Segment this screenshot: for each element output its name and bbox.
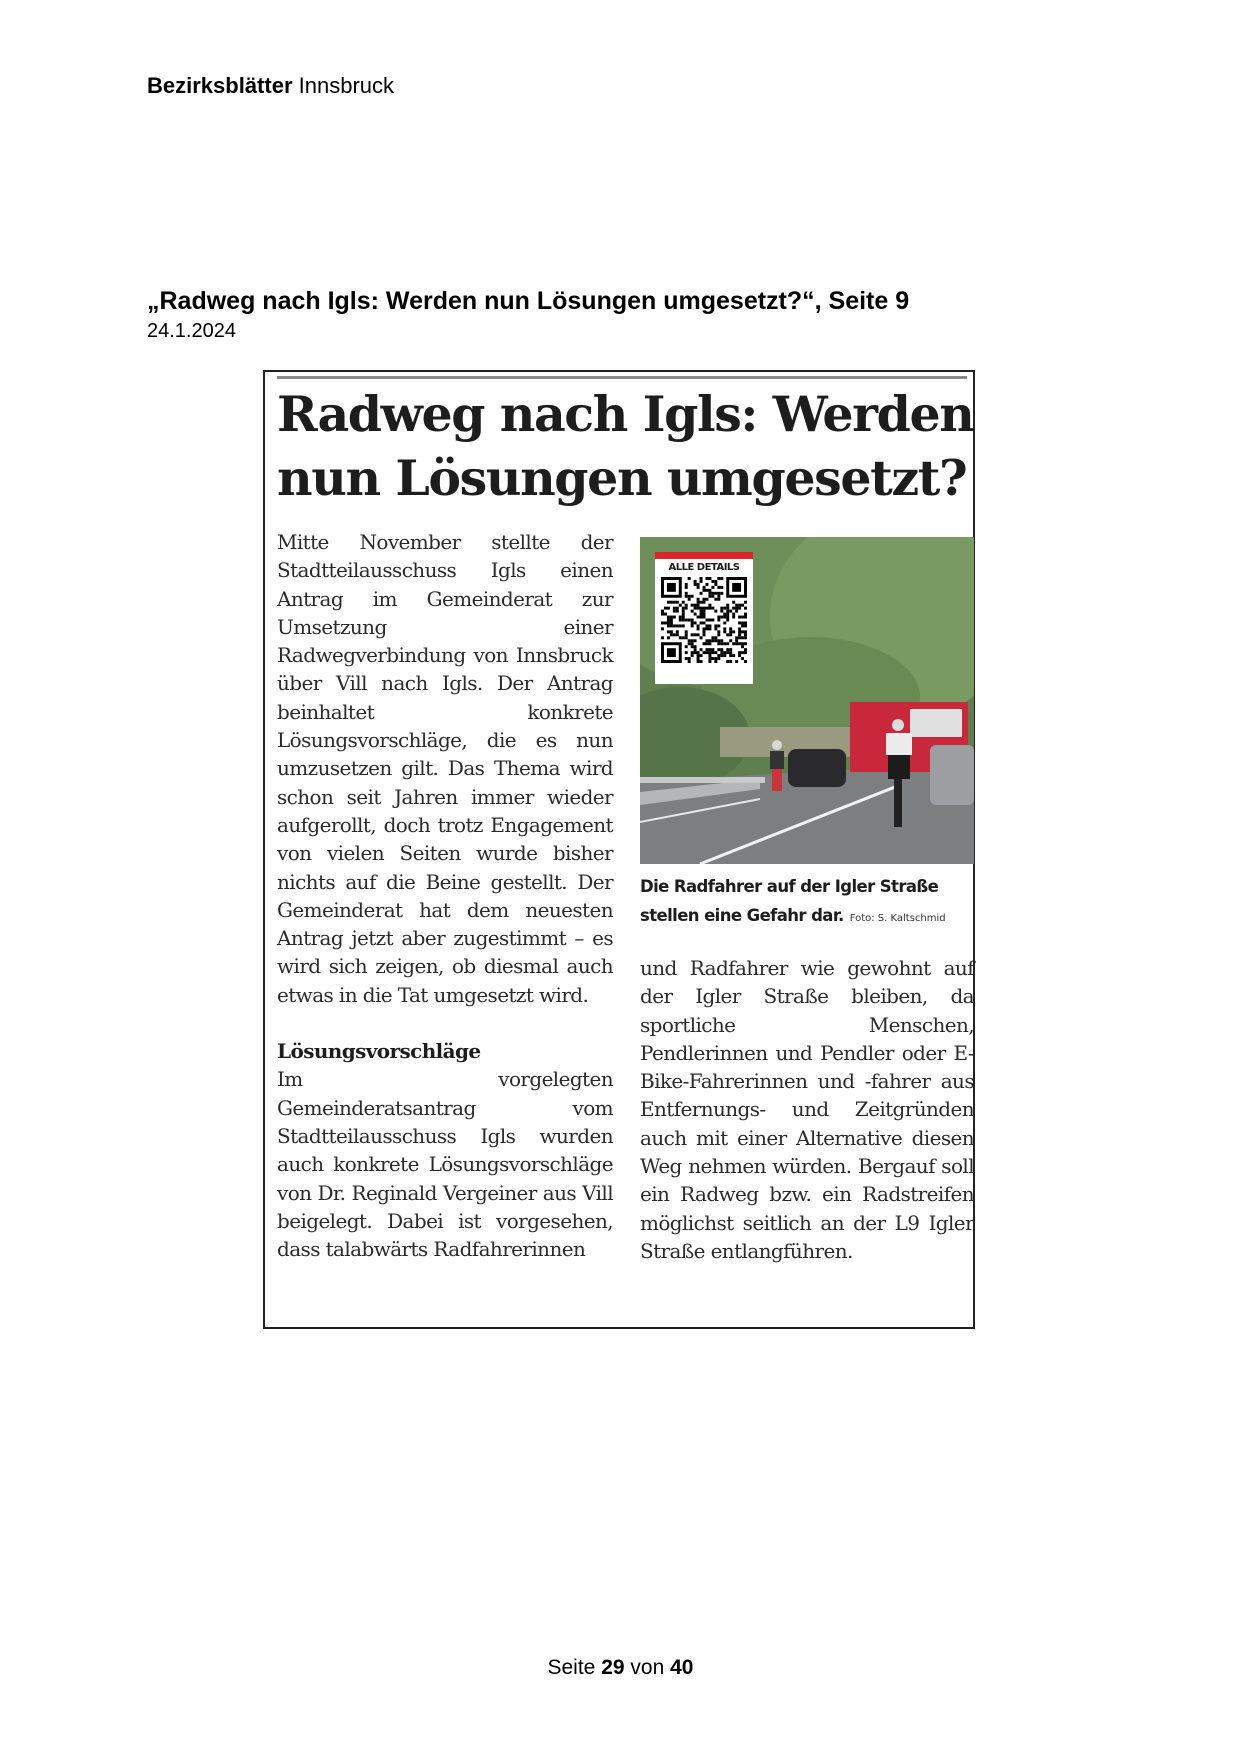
footer-separator: von (630, 1656, 665, 1679)
body-paragraph-right: und Radfahrer wie gewohnt auf der Igler Straße bleiben, da sportliche Menschen, Pendlerinnen und Pendler oder E-Bike-Fahrerinnen und -fahrer aus Entfernungs- und Zeitgründen auch mit einer Alternative diesen Weg nehmen würden. Bergauf soll ein Radweg bzw. ein Radstreifen möglichst seitlich an der L9 Igler Straße entlangführen. (640, 956, 974, 1263)
article-headline: Radweg nach Igls: Werden nun Lösungen umgesetzt? (277, 385, 974, 507)
photo-credit: Foto: S. Kaltschmid (849, 913, 946, 924)
body-paragraph-left: Im vorgelegten Gemeinderatsantrag vom Stadtteilausschuss Igls wurden auch konkrete Lösungsvorschläge von Dr. Reginald Vergeiner aus Vill beigelegt. Dabei ist vorgesehen, dass talabwärts Radfahrerinnen (277, 1067, 613, 1262)
publication-header (147, 73, 394, 99)
black-car (788, 749, 846, 787)
total-pages: 40 (670, 1656, 694, 1679)
left-column (277, 528, 613, 1263)
article-photo (640, 537, 974, 864)
reference-date: 24.1.2024 (147, 320, 236, 342)
qr-accent-bar (655, 552, 753, 559)
reference-title: „Radweg nach Igls: Werden nun Lösungen umgesetzt?“, Seite 9 (147, 287, 910, 315)
qr-label: ALLE DETAILS (668, 562, 740, 573)
caption-text: Die Radfahrer auf der Igler Straße stellen eine Gefahr dar. (640, 877, 939, 925)
page-footer (0, 1656, 1241, 1680)
current-page: 29 (601, 1656, 625, 1679)
top-rule (277, 376, 967, 379)
subheading: Lösungsvorschläge (277, 1039, 481, 1064)
publication-region: Innsbruck (298, 73, 395, 98)
intro-paragraph: Mitte November stellte der Stadtteilausschuss Igls einen Antrag im Gemeinderat zur Umsetzung einer Radwegverbindung von Innsbruck über Vill nach Igls. Der Antrag beinhaltet konkrete Lösungsvorschläge, die es nun umzusetzen gilt. Das Thema wird schon seit Jahren immer wieder aufgerollt, doch trotz Engagement von vielen Seiten wurde bisher nichts auf die Beine gestellt. Der Gemeinderat hat dem neuesten Antrag jetzt aber zugestimmt – es wird sich zeigen, ob diesmal auch etwas in die Tat umgesetzt wird. (277, 530, 613, 1007)
footer-prefix: Seite (547, 1656, 596, 1679)
grey-car (930, 745, 974, 805)
qr-code-box[interactable] (655, 552, 753, 684)
right-column (640, 954, 974, 1265)
publication-name: Bezirksblätter (147, 73, 293, 98)
article-clipping (263, 370, 975, 1329)
qr-code-icon[interactable] (661, 577, 747, 663)
photo-caption (640, 872, 980, 933)
